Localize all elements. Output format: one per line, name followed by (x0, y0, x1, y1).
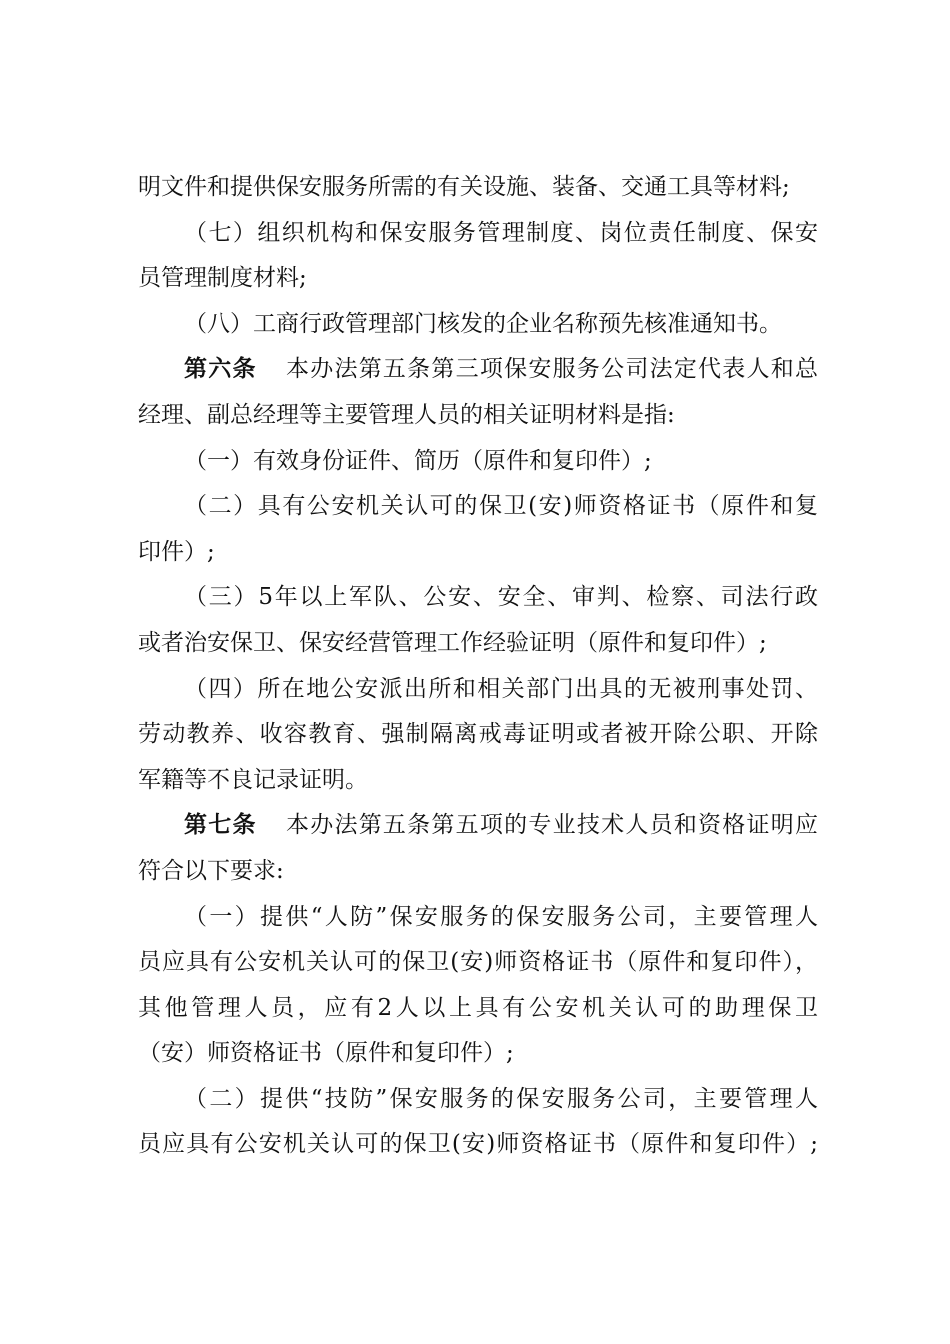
text-line: 印件）; (138, 538, 215, 565)
article-heading: 第六条 (184, 356, 257, 383)
text-line: 其他管理人员，应有2人以上具有公安机关认可的助理保卫 (138, 994, 818, 1021)
article-line (138, 347, 818, 393)
article-heading: 第七条 (184, 812, 257, 839)
text-line: （二）具有公安机关认可的保卫(安)师资格证书（原件和复 (184, 493, 818, 520)
text-line: 员管理制度材料; (138, 265, 307, 292)
text-line: （七）组织机构和保安服务管理制度、岗位责任制度、保安 (184, 219, 818, 246)
text-line: 员应具有公安机关认可的保卫(安)师资格证书（原件和复印件）; (138, 1131, 818, 1158)
text-line: 明文件和提供保安服务所需的有关设施、装备、交通工具等材料; (138, 174, 790, 200)
text-line: （一）提供“人防”保安服务的保安服务公司，主要管理人 (184, 903, 818, 930)
text-line: （安）师资格证书（原件和复印件）; (138, 1040, 514, 1067)
text-line: （二）提供“技防”保安服务的保安服务公司，主要管理人 (184, 1085, 818, 1112)
text-line: （四）所在地公安派出所和相关部门出具的无被刑事处罚、 (184, 675, 818, 702)
document-body (138, 165, 818, 1168)
article-text: 本办法第五条第五项的专业技术人员和资格证明应 (284, 812, 819, 839)
article-text: 本办法第五条第三项保安服务公司法定代表人和总 (284, 356, 819, 383)
text-line: （八）工商行政管理部门核发的企业名称预先核准通知书。 (184, 310, 782, 337)
text-line: 经理、副总经理等主要管理人员的相关证明材料是指: (138, 401, 675, 428)
text-line: 或者治安保卫、保安经营管理工作经验证明（原件和复印件）; (138, 629, 767, 656)
text-line: 劳动教养、收容教育、强制隔离戒毒证明或者被开除公职、开除 (138, 721, 818, 748)
text-line: （三）5年以上军队、公安、安全、审判、检察、司法行政 (184, 584, 818, 611)
text-line: 符合以下要求: (138, 857, 284, 884)
text-line: 员应具有公安机关认可的保卫(安)师资格证书（原件和复印件）， (138, 949, 818, 976)
article-line (138, 803, 818, 849)
text-line: （一）有效身份证件、简历（原件和复印件）; (184, 447, 652, 474)
text-line: 军籍等不良记录证明。 (138, 766, 368, 793)
